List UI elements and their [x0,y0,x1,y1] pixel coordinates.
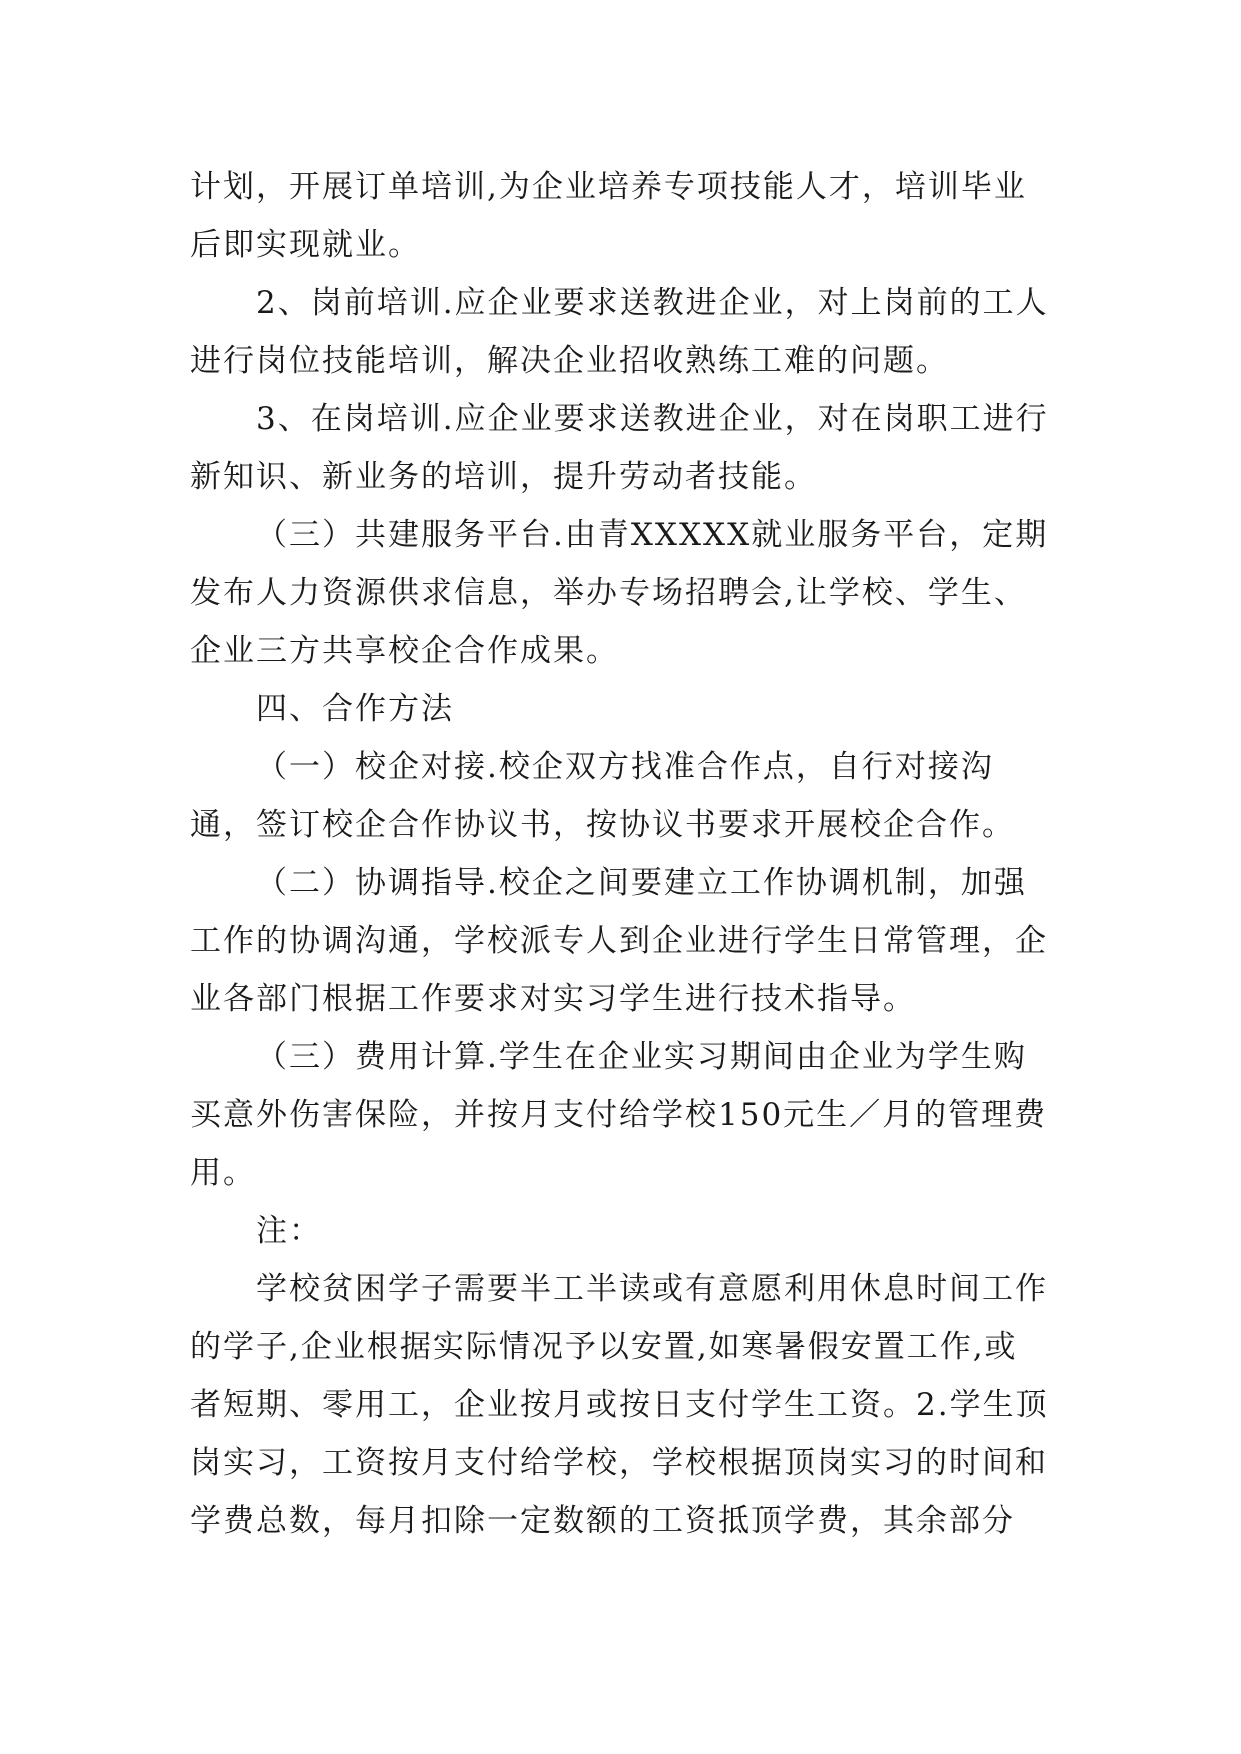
paragraph-cost-calculation: （三）费用计算.学生在企业实习期间由企业为学生购买意外伤害保险，并按月支付给学校150元生／月的管理费用。 [190,1039,1048,1191]
section-heading-cooperation-methods: 四、合作方法 [256,691,454,727]
document-body [190,158,1050,1550]
paragraph-pre-job-training: 2、岗前培训.应企业要求送教进企业，对上岗前的工人进行岗位技能培训，解决企业招收熟练工难的问题。 [190,285,1049,379]
paragraph-coordination-guidance: （二）协调指导.校企之间要建立工作协调机制，加强工作的协调沟通，学校派专人到企业进行学生日常管理，企业各部门根据工作要求对实习学生进行技术指导。 [190,865,1048,1017]
paragraph-note-content: 学校贫困学子需要半工半读或有意愿利用休息时间工作的学子,企业根据实际情况予以安置,如寒暑假安置工作,或者短期、零用工，企业按月或按日支付学生工资。2.学生顶岗实习，工资按月支付给学校，学校根据顶岗实习的时间和学费总数，每月扣除一定数额的工资抵顶学费，其余部分 [190,1271,1049,1539]
paragraph-order-training-cont: 计划，开展订单培训,为企业培养专项技能人才，培训毕业后即实现就业。 [190,169,1027,263]
paragraph-service-platform: （三）共建服务平台.由青XXXXX就业服务平台，定期发布人力资源供求信息，举办专场招聘会,让学校、学生、企业三方共享校企合作成果。 [190,517,1049,669]
note-label: 注： [256,1213,322,1249]
paragraph-school-enterprise-docking: （一）校企对接.校企双方找准合作点，自行对接沟通，签订校企合作协议书，按协议书要求开展校企合作。 [190,749,1015,843]
paragraph-on-job-training: 3、在岗培训.应企业要求送教进企业，对在岗职工进行新知识、新业务的培训，提升劳动者技能。 [190,401,1049,495]
